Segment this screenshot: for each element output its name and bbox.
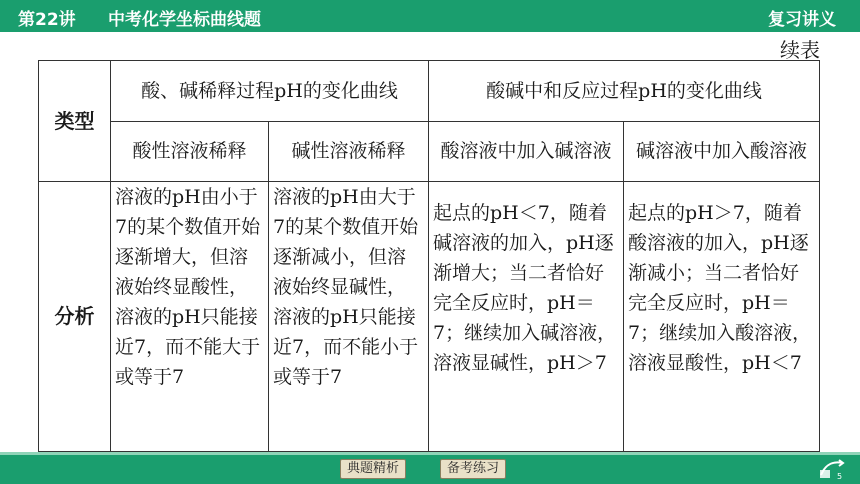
footer-bar	[0, 455, 860, 484]
example-analysis-button[interactable]: 典题精析	[340, 459, 406, 479]
type-label: 类型	[39, 61, 111, 182]
section-title: 复习讲义	[768, 10, 836, 30]
lecture-number: 第22讲	[18, 10, 76, 30]
column-header: 碱溶液中加入酸溶液	[624, 122, 820, 182]
page-curl-icon[interactable]	[818, 457, 846, 481]
analysis-cell: 溶液的pH由小于7的某个数值开始逐渐增大，但溶液始终显酸性，溶液的pH只能接近7，而不能大于或等于7	[111, 182, 269, 452]
analysis-cell: 起点的pH＜7，随着碱溶液的加入，pH逐渐增大；当二者恰好完全反应时，pH＝7；继续加入碱溶液，溶液显碱性，pH＞7	[429, 182, 624, 452]
column-header: 酸溶液中加入碱溶液	[429, 122, 624, 182]
continued-label: 续表	[780, 38, 820, 62]
analysis-cell: 起点的pH＞7，随着酸溶液的加入，pH逐渐减小；当二者恰好完全反应时，pH＝7；继续加入酸溶液，溶液显酸性，pH＜7	[624, 182, 820, 452]
ph-curve-table	[38, 60, 820, 452]
column-header: 碱性溶液稀释	[269, 122, 429, 182]
page-number: 5	[837, 472, 843, 481]
lecture-topic: 中考化学坐标曲线题	[108, 10, 261, 30]
analysis-cell: 溶液的pH由大于7的某个数值开始逐渐减小，但溶液始终显碱性，溶液的pH只能接近7，而不能小于或等于7	[269, 182, 429, 452]
analysis-label: 分析	[39, 182, 111, 452]
group1-title: 酸、碱稀释过程pH的变化曲线	[111, 61, 429, 122]
exam-practice-button[interactable]: 备考练习	[440, 459, 506, 479]
column-header: 酸性溶液稀释	[111, 122, 269, 182]
group2-title: 酸碱中和反应过程pH的变化曲线	[429, 61, 820, 122]
header-bar	[0, 0, 860, 32]
